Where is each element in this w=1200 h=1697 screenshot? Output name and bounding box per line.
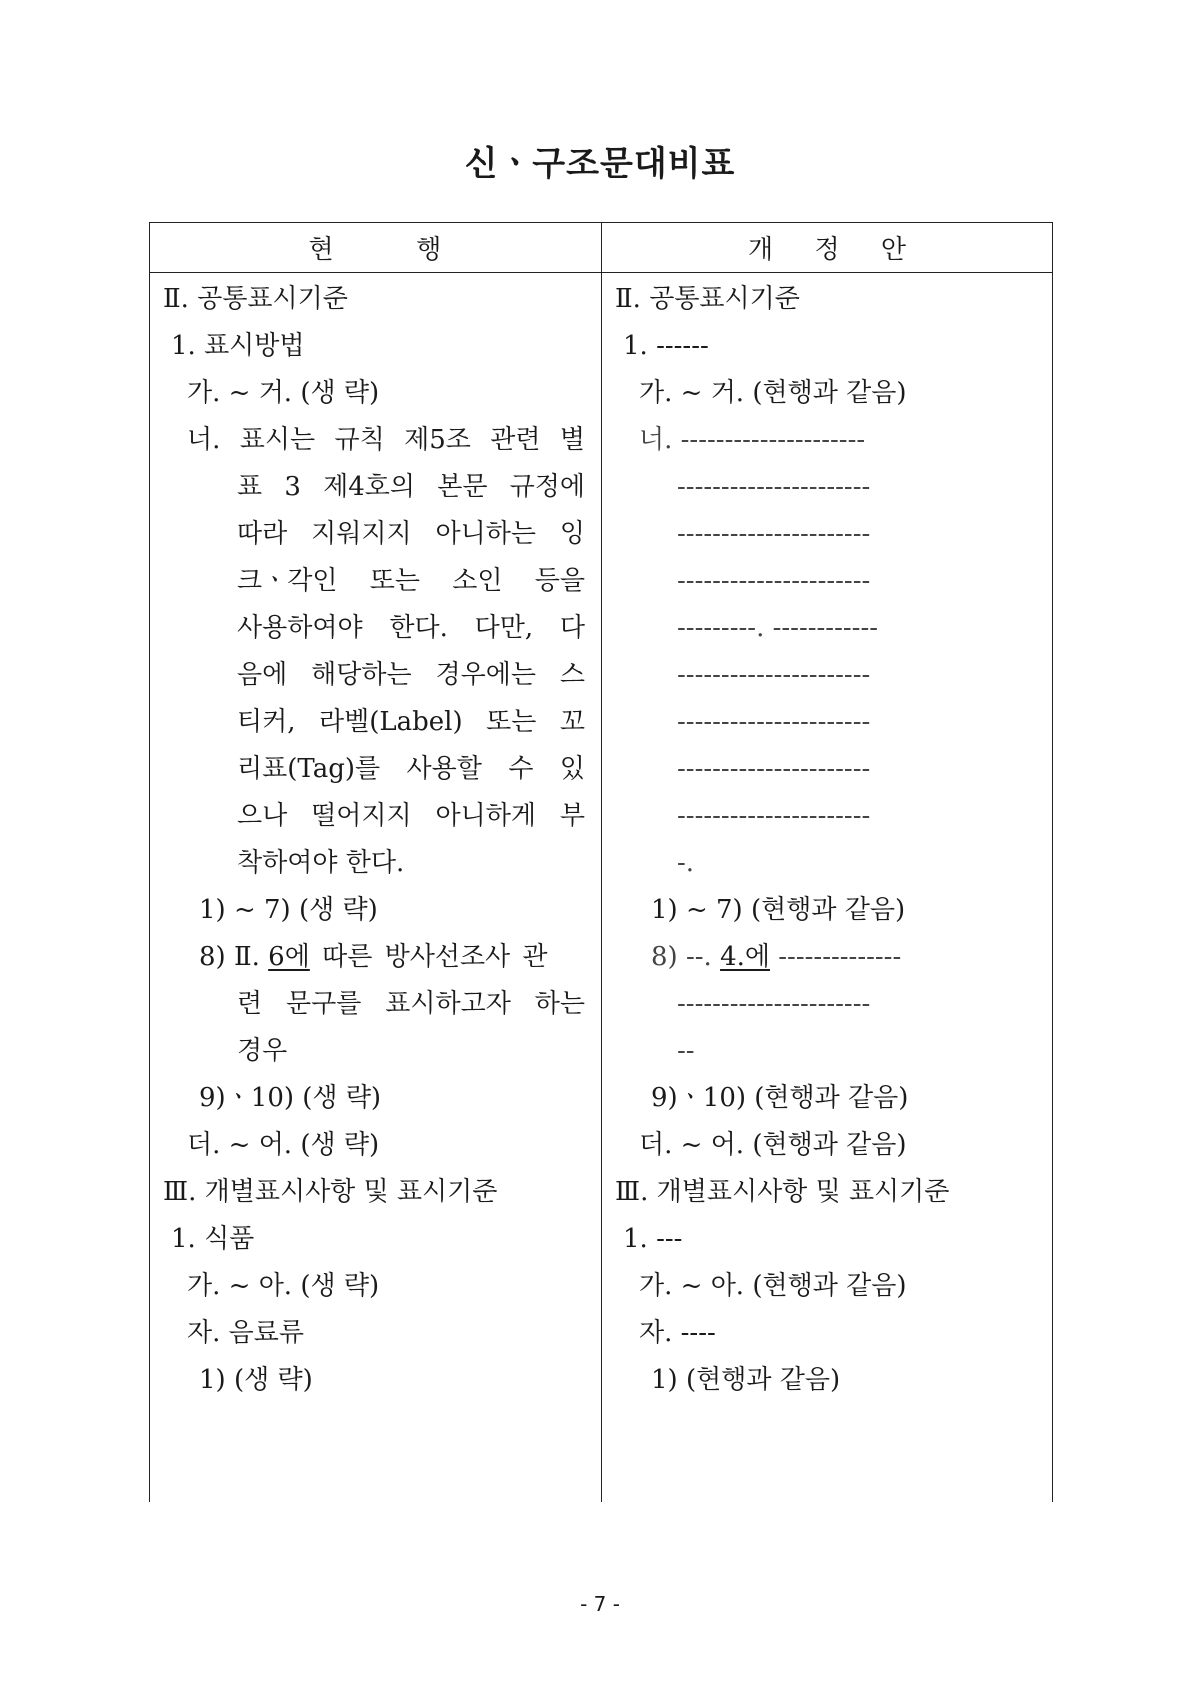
list-item: Ⅱ. 공통표시기준 (163, 284, 348, 314)
header-current-label: 현 행 (308, 234, 442, 265)
header-current (149, 222, 601, 272)
list-item: ---------------------- (677, 472, 871, 502)
header-proposed (601, 222, 1053, 272)
list-item: 9)ㆍ10) (생 략) (199, 1083, 382, 1113)
list-item: 리표(Tag)를 사용할 수 있 (237, 754, 585, 784)
list-item: 착하여야 한다. (237, 848, 405, 878)
list-item: 1. ------ (623, 331, 709, 361)
list-item: -- (677, 1036, 695, 1066)
item-suffix: -------------- (770, 942, 902, 972)
list-item: 1. 식품 (171, 1224, 255, 1254)
list-item: ---------------------- (677, 707, 871, 737)
list-item: 1. 표시방법 (171, 331, 305, 361)
list-item: 음에 해당하는 경우에는 스 (237, 660, 585, 690)
list-item (651, 932, 901, 983)
list-item: Ⅲ. 개별표시사항 및 표시기준 (163, 1177, 498, 1207)
list-item: 9)ㆍ10) (현행과 같음) (651, 1083, 909, 1113)
table-center-divider (601, 222, 602, 1502)
list-item: 더. ~ 어. (생 략) (187, 1130, 380, 1160)
list-item: ---------------------- (677, 989, 871, 1019)
list-item: 으나 떨어지지 아니하게 부 (237, 801, 585, 831)
list-item: Ⅲ. 개별표시사항 및 표시기준 (615, 1177, 950, 1207)
list-item: 가. ~ 거. (생 략) (187, 378, 380, 408)
list-item: 자. 음료류 (187, 1318, 304, 1348)
item-suffix: 따른 방사선조사 관 (309, 942, 548, 972)
list-item: 경우 (237, 1036, 288, 1066)
list-item: -. (677, 848, 695, 878)
list-item: 너. --------------------- (639, 425, 866, 455)
list-item: 표 3 제4호의 본문 규정에 (237, 472, 585, 502)
list-item: ---------------------- (677, 801, 871, 831)
list-item: 티커, 라벨(Label) 또는 꼬 (237, 707, 585, 737)
list-item: ---------------------- (677, 566, 871, 596)
item-prefix: 8) Ⅱ. (199, 942, 269, 972)
amended-reference: 6에 (268, 942, 310, 972)
table-left-border (149, 222, 150, 1502)
item-prefix: 8) --. (651, 942, 721, 972)
list-item: 가. ~ 아. (현행과 같음) (639, 1271, 907, 1301)
list-item: 1. --- (623, 1224, 683, 1254)
list-item: 련 문구를 표시하고자 하는 (237, 989, 585, 1019)
list-item (199, 932, 548, 983)
list-item: 크ㆍ각인 또는 소인 등을 (237, 566, 585, 596)
list-item: 따라 지워지지 아니하는 잉 (237, 519, 585, 549)
list-item: ---------------------- (677, 660, 871, 690)
list-item: ---------. ------------ (677, 613, 879, 643)
list-item: ---------------------- (677, 754, 871, 784)
list-item: 1) ~ 7) (생 략) (199, 895, 378, 925)
header-proposed-label: 개 정 안 (748, 234, 906, 265)
list-item: 1) ~ 7) (현행과 같음) (651, 895, 906, 925)
list-item: 더. ~ 어. (현행과 같음) (639, 1130, 907, 1160)
list-item: 가. ~ 아. (생 략) (187, 1271, 380, 1301)
page-number: - 7 - (580, 1592, 620, 1616)
list-item: 너. 표시는 규칙 제5조 관련 별 (187, 425, 585, 455)
list-item: Ⅱ. 공통표시기준 (615, 284, 800, 314)
list-item: 1) (현행과 같음) (651, 1365, 841, 1395)
comparison-table (149, 222, 1053, 1502)
amended-reference: 4.에 (720, 942, 770, 972)
list-item: 자. ---- (639, 1318, 716, 1348)
list-item: 1) (생 략) (199, 1365, 313, 1395)
list-item: 사용하여야 한다. 다만, 다 (237, 613, 585, 643)
table-right-border (1052, 222, 1053, 1502)
document-title: 신ㆍ구조문대비표 (464, 144, 736, 184)
list-item: 가. ~ 거. (현행과 같음) (639, 378, 907, 408)
list-item: ---------------------- (677, 519, 871, 549)
